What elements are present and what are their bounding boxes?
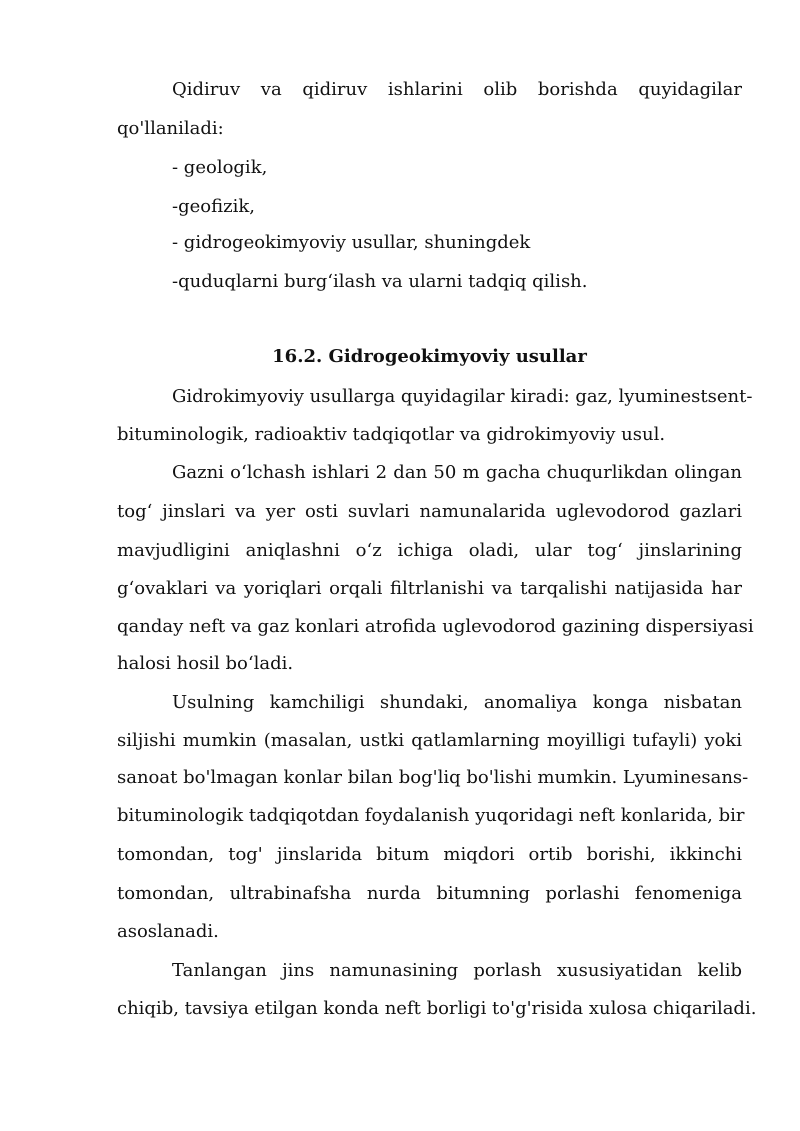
paragraph-line: chiqib, tavsiya etilgan konda neft borligi to'g'risida xulosa chiqariladi. bbox=[117, 998, 757, 1019]
paragraph-line: bituminologik tadqiqotdan foydalanish yuqoridagi neft konlarida, bir bbox=[117, 805, 745, 826]
paragraph-line: mavjudligini aniqlashni o‘z ichiga oladi, ular tog‘ jinslarining bbox=[117, 540, 742, 561]
paragraph-line: g‘ovaklari va yoriqlari orqali filtrlanishi va tarqalishi natijasida har bbox=[117, 578, 742, 599]
paragraph-line: asoslanadi. bbox=[117, 921, 219, 942]
paragraph-line: siljishi mumkin (masalan, ustki qatlamlarning moyilligi tufayli) yoki bbox=[117, 730, 742, 751]
method-item: - geologik, bbox=[172, 157, 268, 178]
paragraph-line: tog‘ jinslari va yer osti suvlari namunalarida uglevodorod gazlari bbox=[117, 501, 742, 522]
paragraph-line: Tanlangan jins namunasining porlash xususiyatidan kelib bbox=[172, 960, 742, 981]
intro-line-1: Qidiruv va qidiruv ishlarini olib borishda quyidagilar bbox=[172, 79, 742, 100]
paragraph-line: tomondan, ultrabinafsha nurda bitumning porlashi fenomeniga bbox=[117, 883, 742, 904]
intro-line-2: qo'llaniladi: bbox=[117, 118, 224, 139]
method-item: -quduqlarni burg‘ilash va ularni tadqiq qilish. bbox=[172, 271, 588, 292]
paragraph-line: Gidrokimyoviy usullarga quyidagilar kiradi: gaz, lyuminestsent- bbox=[172, 386, 753, 407]
paragraph-line: Gazni o‘lchash ishlari 2 dan 50 m gacha chuqurlikdan olingan bbox=[172, 462, 742, 483]
paragraph-line: sanoat bo'lmagan konlar bilan bog'liq bo'lishi mumkin. Lyuminesans- bbox=[117, 767, 749, 788]
paragraph-line: qanday neft va gaz konlari atrofida uglevodorod gazining dispersiyasi bbox=[117, 616, 754, 637]
method-item: -geofizik, bbox=[172, 196, 255, 217]
paragraph-line: Usulning kamchiligi shundaki, anomaliya konga nisbatan bbox=[172, 692, 742, 713]
section-heading: 16.2. Gidrogeokimyoviy usullar bbox=[272, 346, 587, 367]
paragraph-line: bituminologik, radioaktiv tadqiqotlar va gidrokimyoviy usul. bbox=[117, 424, 666, 445]
paragraph-line: halosi hosil bo‘ladi. bbox=[117, 653, 294, 674]
method-item: - gidrogeokimyoviy usullar, shuningdek bbox=[172, 232, 531, 253]
paragraph-line: tomondan, tog' jinslarida bitum miqdori ortib borishi, ikkinchi bbox=[117, 844, 742, 865]
